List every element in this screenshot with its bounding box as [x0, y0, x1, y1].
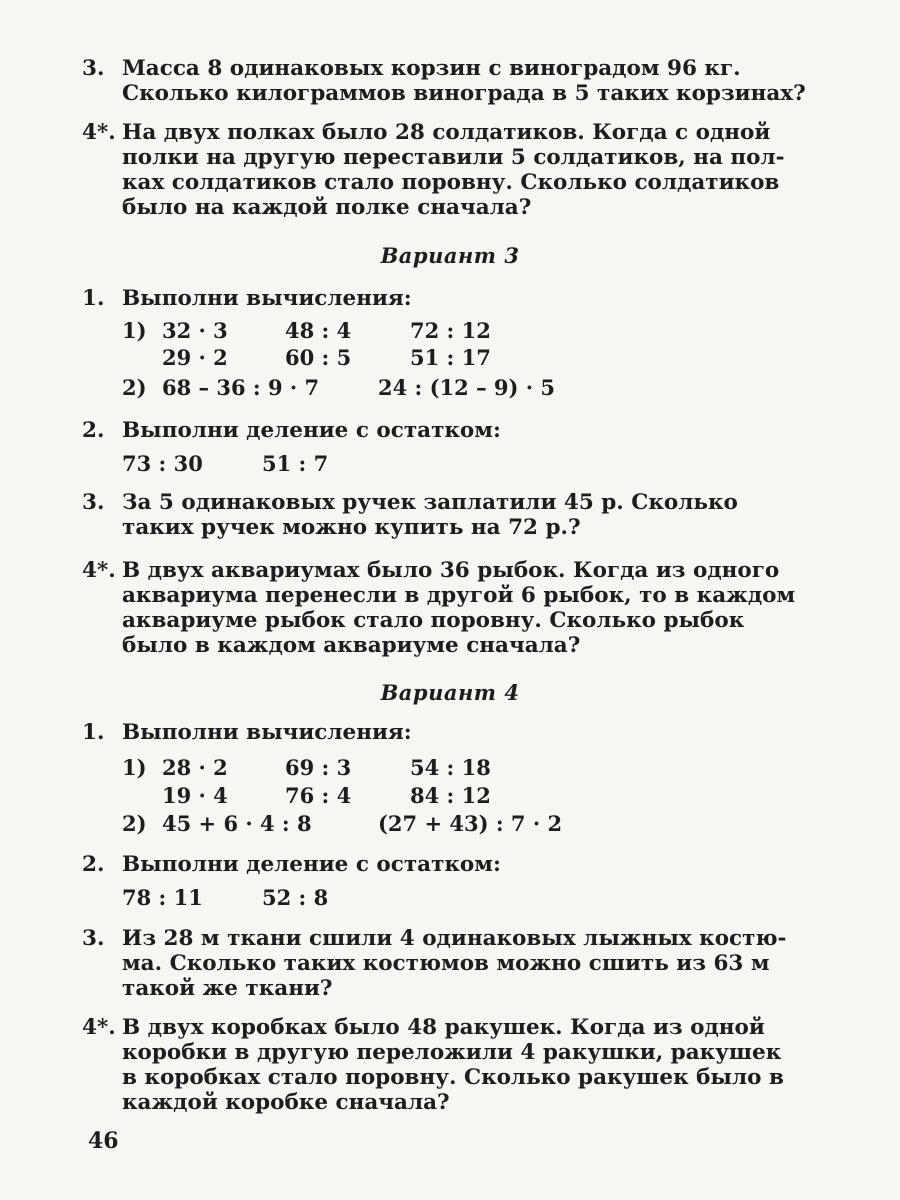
- task-number: 4*.: [82, 120, 116, 145]
- v3-expr: 51 : 7: [262, 451, 329, 476]
- v4-expr: 28 · 2: [162, 755, 228, 780]
- task-line: В двух аквариумах было 36 рыбок. Когда из одного: [122, 558, 780, 583]
- v3-expr: 68 – 36 : 9 · 7: [162, 375, 320, 400]
- task-line: За 5 одинаковых ручек заплатили 45 р. Сколько: [122, 490, 738, 515]
- task-number: 2.: [82, 852, 105, 877]
- task-line: В двух коробках было 48 ракушек. Когда из одной: [122, 1015, 765, 1040]
- task-line: Из 28 м ткани сшили 4 одинаковых лыжных костю-: [122, 926, 787, 951]
- task-line: было в каждом аквариуме сначала?: [122, 633, 581, 658]
- task-number: 1.: [82, 720, 105, 745]
- v4-expr: 45 + 6 · 4 : 8: [162, 811, 312, 836]
- v3-expr: 32 · 3: [162, 318, 228, 343]
- task-title: Выполни деление с остатком:: [122, 418, 501, 443]
- task-number: 3.: [82, 490, 105, 515]
- task-number: 3.: [82, 926, 105, 951]
- task-number: 3.: [82, 56, 105, 81]
- v4-expr: 54 : 18: [410, 755, 491, 780]
- task-line: было на каждой полке сначала?: [122, 195, 532, 220]
- v3-part2-label: 2): [122, 375, 147, 400]
- task-line: ках солдатиков стало поровну. Сколько солдатиков: [122, 170, 780, 195]
- v3-expr: 72 : 12: [410, 318, 491, 343]
- v4-part1-label: 1): [122, 755, 147, 780]
- task-title: Выполни вычисления:: [122, 720, 412, 745]
- task-line: коробки в другую переложили 4 ракушки, ракушек: [122, 1040, 782, 1065]
- task-text: [122, 558, 795, 658]
- task-number: 4*.: [82, 1015, 116, 1040]
- v4-expr: 69 : 3: [285, 755, 352, 780]
- task-line: На двух полках было 28 солдатиков. Когда с одной: [122, 120, 771, 145]
- task-number: 1.: [82, 286, 105, 311]
- task-line: каждой коробке сначала?: [122, 1090, 450, 1115]
- task-line: ма. Сколько таких костюмов можно сшить из 63 м: [122, 951, 770, 976]
- task-title: Выполни вычисления:: [122, 286, 412, 311]
- v3-expr: 29 · 2: [162, 345, 228, 370]
- variant-4-heading: Вариант 4: [380, 680, 520, 705]
- task-text: [122, 120, 785, 220]
- v3-part1-label: 1): [122, 318, 147, 343]
- v4-expr: (27 + 43) : 7 · 2: [378, 811, 563, 836]
- task-line: Масса 8 одинаковых корзин с виноградом 96 кг.: [122, 56, 741, 81]
- v4-expr: 76 : 4: [285, 783, 352, 808]
- task-line: полки на другую переставили 5 солдатиков, на пол-: [122, 145, 785, 170]
- task-line: таких ручек можно купить на 72 р.?: [122, 515, 581, 540]
- v3-expr: 73 : 30: [122, 451, 203, 476]
- task-line: такой же ткани?: [122, 976, 333, 1001]
- task-number: 2.: [82, 418, 105, 443]
- v3-expr: 24 : (12 – 9) · 5: [378, 375, 555, 400]
- task-text: [122, 56, 806, 106]
- task-line: Сколько килограммов винограда в 5 таких корзинах?: [122, 81, 806, 106]
- v4-expr: 78 : 11: [122, 885, 203, 910]
- task-text: [122, 1015, 784, 1115]
- task-line: в коробках стало поровну. Сколько ракушек было в: [122, 1065, 784, 1090]
- v3-expr: 48 : 4: [285, 318, 352, 343]
- v3-expr: 60 : 5: [285, 345, 352, 370]
- task-title: Выполни деление с остатком:: [122, 852, 501, 877]
- v4-expr: 19 · 4: [162, 783, 228, 808]
- task-line: аквариума перенесли в другой 6 рыбок, то в каждом: [122, 583, 796, 608]
- page-number: 46: [88, 1128, 119, 1154]
- task-number: 4*.: [82, 558, 116, 583]
- v3-expr: 51 : 17: [410, 345, 491, 370]
- task-text: [122, 926, 786, 1001]
- task-line: аквариуме рыбок стало поровну. Сколько рыбок: [122, 608, 745, 633]
- variant-3-heading: Вариант 3: [380, 243, 520, 268]
- v4-part2-label: 2): [122, 811, 147, 836]
- v4-expr: 52 : 8: [262, 885, 329, 910]
- task-text: [122, 490, 738, 540]
- v4-expr: 84 : 12: [410, 783, 491, 808]
